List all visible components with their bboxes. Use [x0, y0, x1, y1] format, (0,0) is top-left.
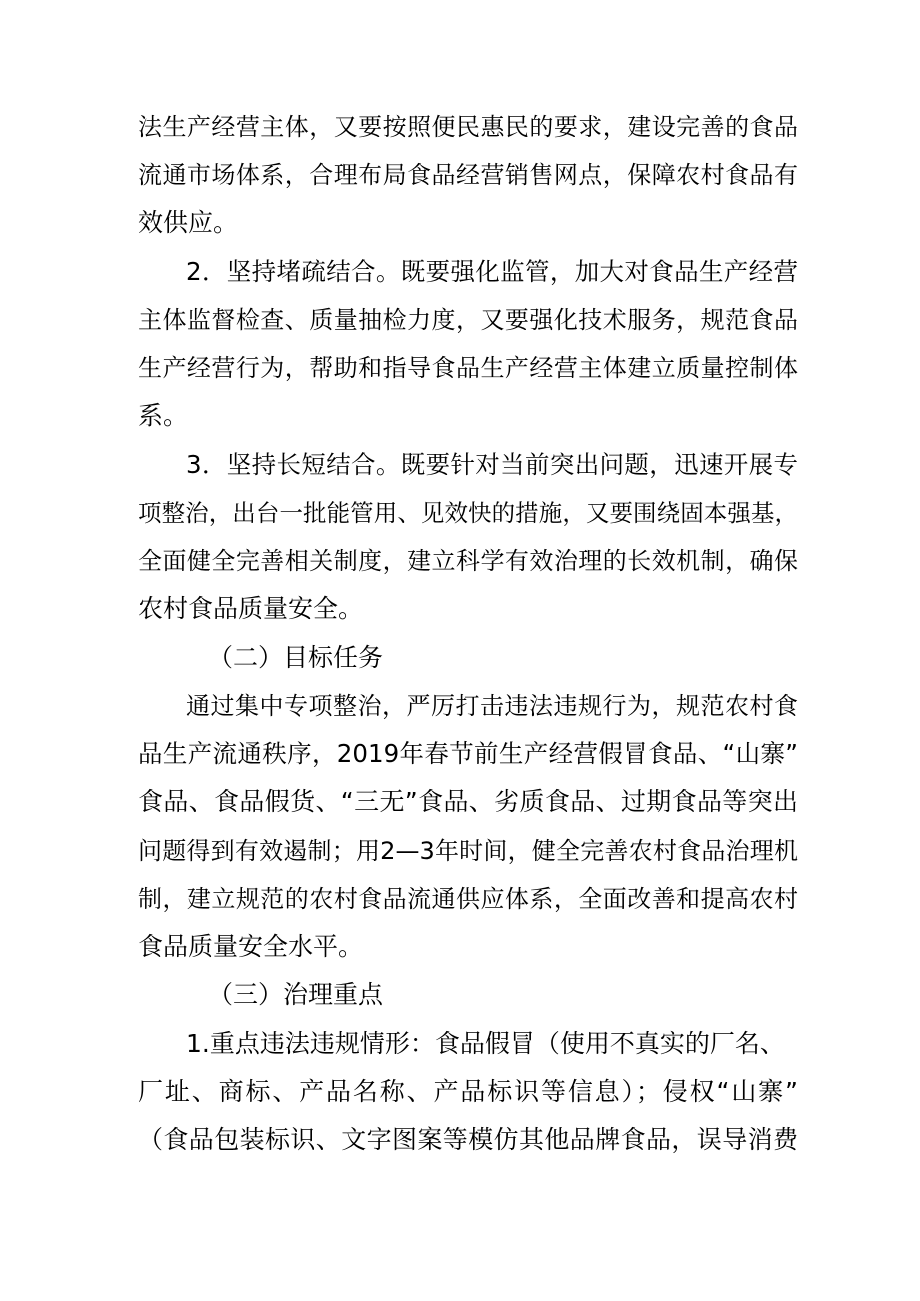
- paragraph-line: 项整治，出台一批能管用、见效快的措施，又要围绕固本强基，: [138, 499, 798, 527]
- paragraph-line: 厂址、商标、产品名称、产品标识等信息）；侵权“山寨”: [138, 1077, 798, 1106]
- paragraph-line: 食品、食品假货、“三无”食品、劣质食品、过期食品等突出: [138, 787, 798, 816]
- paragraph-line: 农村食品质量安全。: [138, 594, 364, 623]
- paragraph-line: 制，建立规范的农村食品流通供应体系，全面改善和提高农村: [138, 885, 798, 913]
- paragraph-line: 法生产经营主体，又要按照便民惠民的要求，建设完善的食品: [138, 113, 798, 141]
- paragraph-line: 生产经营行为，帮助和指导食品生产经营主体建立质量控制体: [138, 354, 798, 382]
- paragraph-line: 系。: [138, 401, 189, 430]
- paragraph-line: （食品包装标识、文字图案等模仿其他品牌食品，误导消费: [138, 1125, 798, 1154]
- section-heading: （二）目标任务: [208, 643, 384, 672]
- paragraph-line: 2．坚持堵疏结合。既要强化监管，加大对食品生产经营: [186, 257, 798, 286]
- paragraph-line: 全面健全完善相关制度，建立科学有效治理的长效机制，确保: [138, 547, 798, 575]
- paragraph-line: 问题得到有效遏制；用2—3年时间，健全完善农村食品治理机: [138, 837, 798, 865]
- section-heading: （三）治理重点: [208, 980, 384, 1009]
- paragraph-line: 通过集中专项整治，严厉打击违法违规行为，规范农村食: [186, 692, 798, 720]
- paragraph-line: 3．坚持长短结合。既要针对当前突出问题，迅速开展专: [186, 450, 798, 479]
- paragraph-line: 效供应。: [138, 208, 239, 237]
- paragraph-line: 食品质量安全水平。: [138, 932, 364, 961]
- paragraph-line: 1.重点违法违规情形：食品假冒（使用不真实的厂名、: [186, 1029, 785, 1058]
- paragraph-line: 流通市场体系，合理布局食品经营销售网点，保障农村食品有: [138, 161, 798, 189]
- paragraph-line: 品生产流通秩序，2019年春节前生产经营假冒食品、“山寨”: [138, 739, 798, 768]
- paragraph-line: 主体监督检查、质量抽检力度，又要强化技术服务，规范食品: [138, 306, 798, 334]
